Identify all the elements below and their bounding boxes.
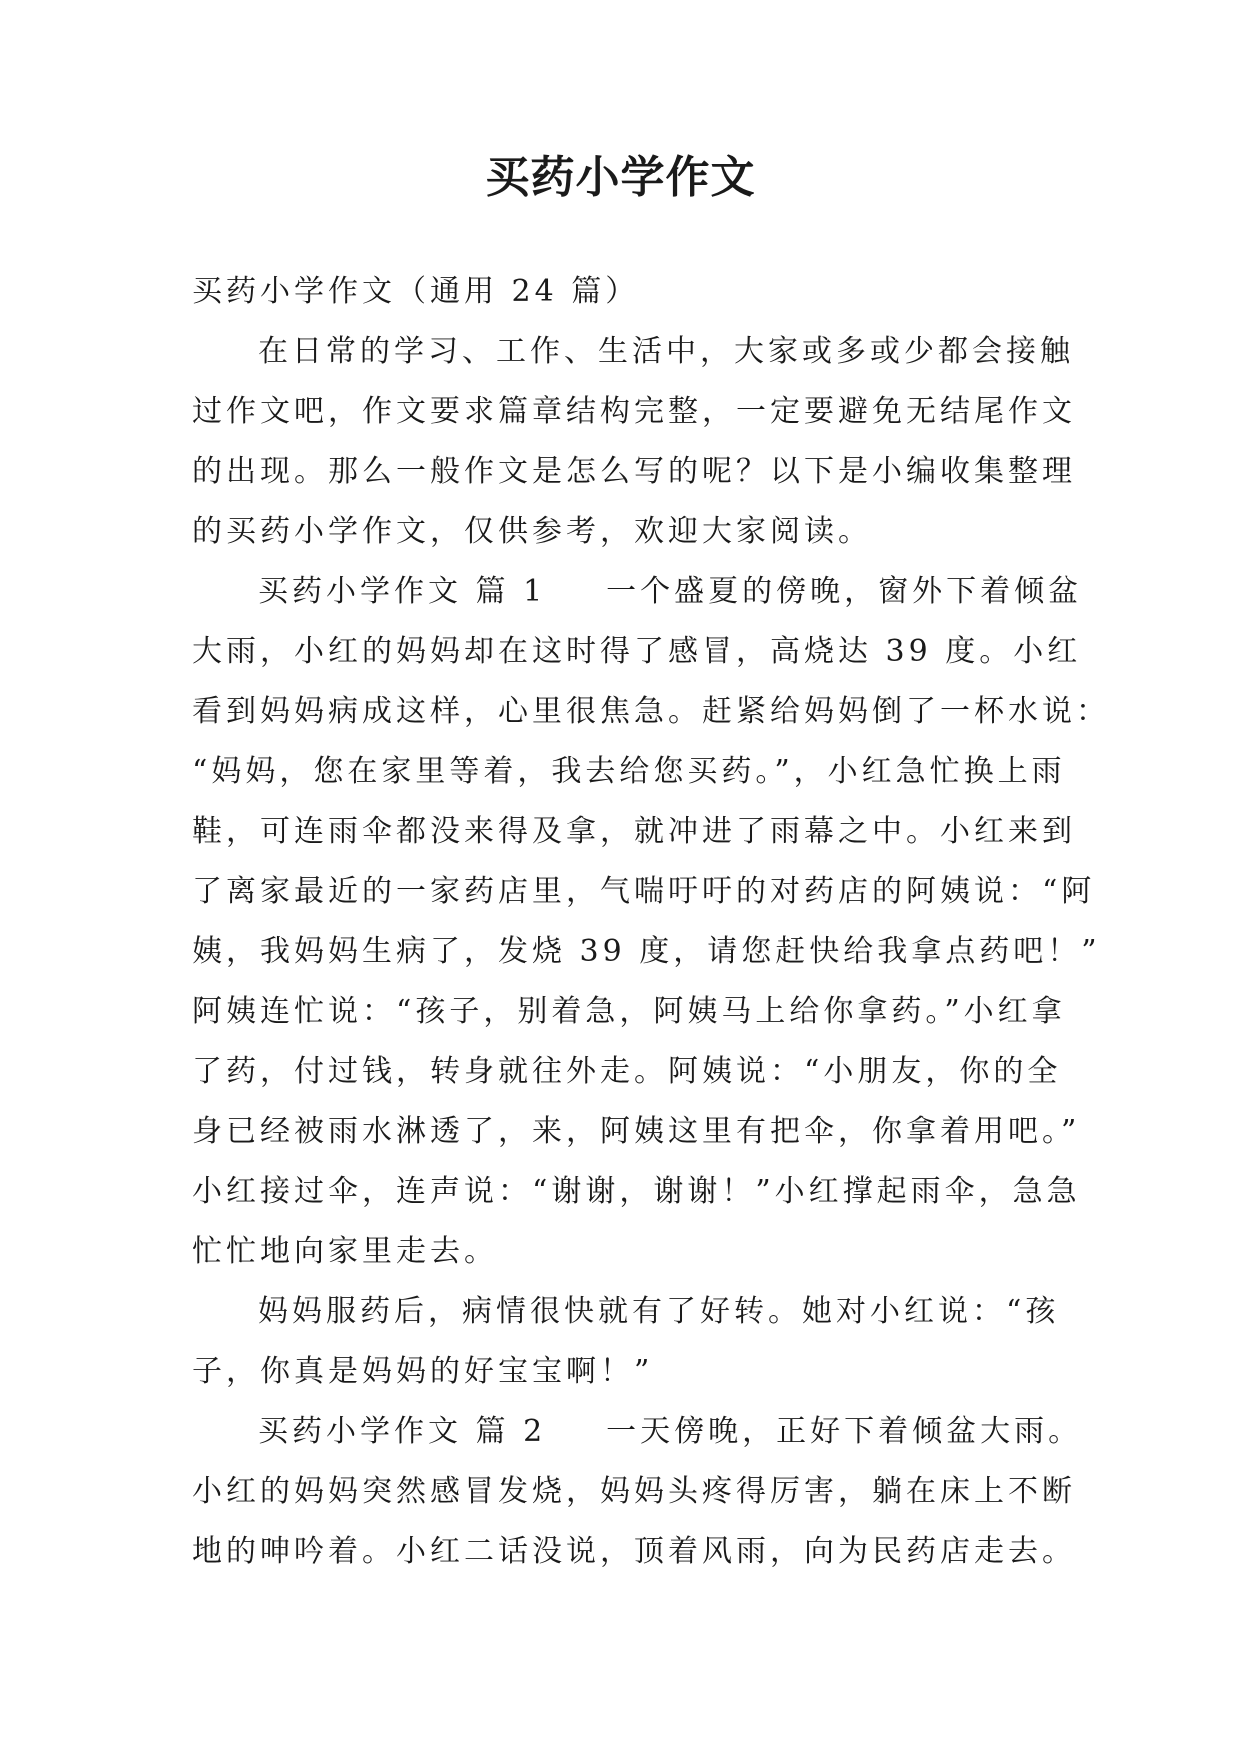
essay-heading-line <box>192 1402 1083 1462</box>
paragraph-line: 姨，我妈妈生病了，发烧 39 度，请您赶快给我拿点药吧！” <box>192 934 1101 969</box>
paragraph-line: 了药，付过钱，转身就往外走。阿姨说：“小朋友，你的全 <box>192 1054 1062 1089</box>
paragraph-line: 过作文吧，作文要求篇章结构完整，一定要避免无结尾作文 <box>192 394 1076 429</box>
essay-heading-line <box>192 562 1083 622</box>
paragraph-line: 的出现。那么一般作文是怎么写的呢？以下是小编收集整理 <box>192 454 1076 489</box>
paragraph-line: 的买药小学作文，仅供参考，欢迎大家阅读。 <box>192 514 872 549</box>
paragraph-line: 鞋，可连雨伞都没来得及拿，就冲进了雨幕之中。小红来到 <box>192 814 1076 849</box>
paragraph-line: 身已经被雨水淋透了，来，阿姨这里有把伞，你拿着用吧。” <box>192 1114 1081 1149</box>
paragraph-line: 小红的妈妈突然感冒发烧，妈妈头疼得厉害，躺在床上不断 <box>192 1474 1076 1509</box>
essay-heading: 买药小学作文 篇 2 <box>258 1414 547 1449</box>
essay-heading: 买药小学作文 篇 1 <box>258 574 547 609</box>
paragraph-line: 阿姨连忙说：“孩子，别着急，阿姨马上给你拿药。”小红拿 <box>192 994 1066 1029</box>
paragraph-line: 地的呻吟着。小红二话没说，顶着风雨，向为民药店走去。 <box>192 1534 1076 1569</box>
paragraph-line: 忙忙地向家里走去。 <box>192 1234 498 1269</box>
paragraph-line: 看到妈妈病成这样，心里很焦急。赶紧给妈妈倒了一杯水说： <box>192 694 1110 729</box>
paragraph-line: 妈妈服药后，病情很快就有了好转。她对小红说：“孩 <box>258 1294 1060 1329</box>
intro-paragraph <box>192 322 1076 562</box>
paragraph-text: 一个盛夏的傍晚，窗外下着倾盆 <box>606 574 1083 609</box>
paragraph-line: 大雨，小红的妈妈却在这时得了感冒，高烧达 39 度。小红 <box>192 634 1082 669</box>
essay-2 <box>192 1402 1083 1582</box>
paragraph-line: “妈妈，您在家里等着，我去给您买药。”，小红急忙换上雨 <box>192 754 1066 789</box>
essay-1 <box>192 562 1110 1402</box>
paragraph-line: 子，你真是妈妈的好宝宝啊！” <box>192 1354 654 1389</box>
paragraph-line: 在日常的学习、工作、生活中，大家或多或少都会接触 <box>258 334 1074 369</box>
document-title: 买药小学作文 <box>485 152 756 203</box>
paragraph-line: 了离家最近的一家药店里，气喘吁吁的对药店的阿姨说：“阿 <box>192 874 1096 909</box>
paragraph-text: 一天傍晚，正好下着倾盆大雨。 <box>606 1414 1083 1449</box>
document-body <box>192 262 1110 1582</box>
document-subtitle: 买药小学作文（通用 24 篇） <box>192 274 640 309</box>
paragraph-line: 小红接过伞，连声说：“谢谢，谢谢！”小红撑起雨伞，急急 <box>192 1174 1081 1209</box>
